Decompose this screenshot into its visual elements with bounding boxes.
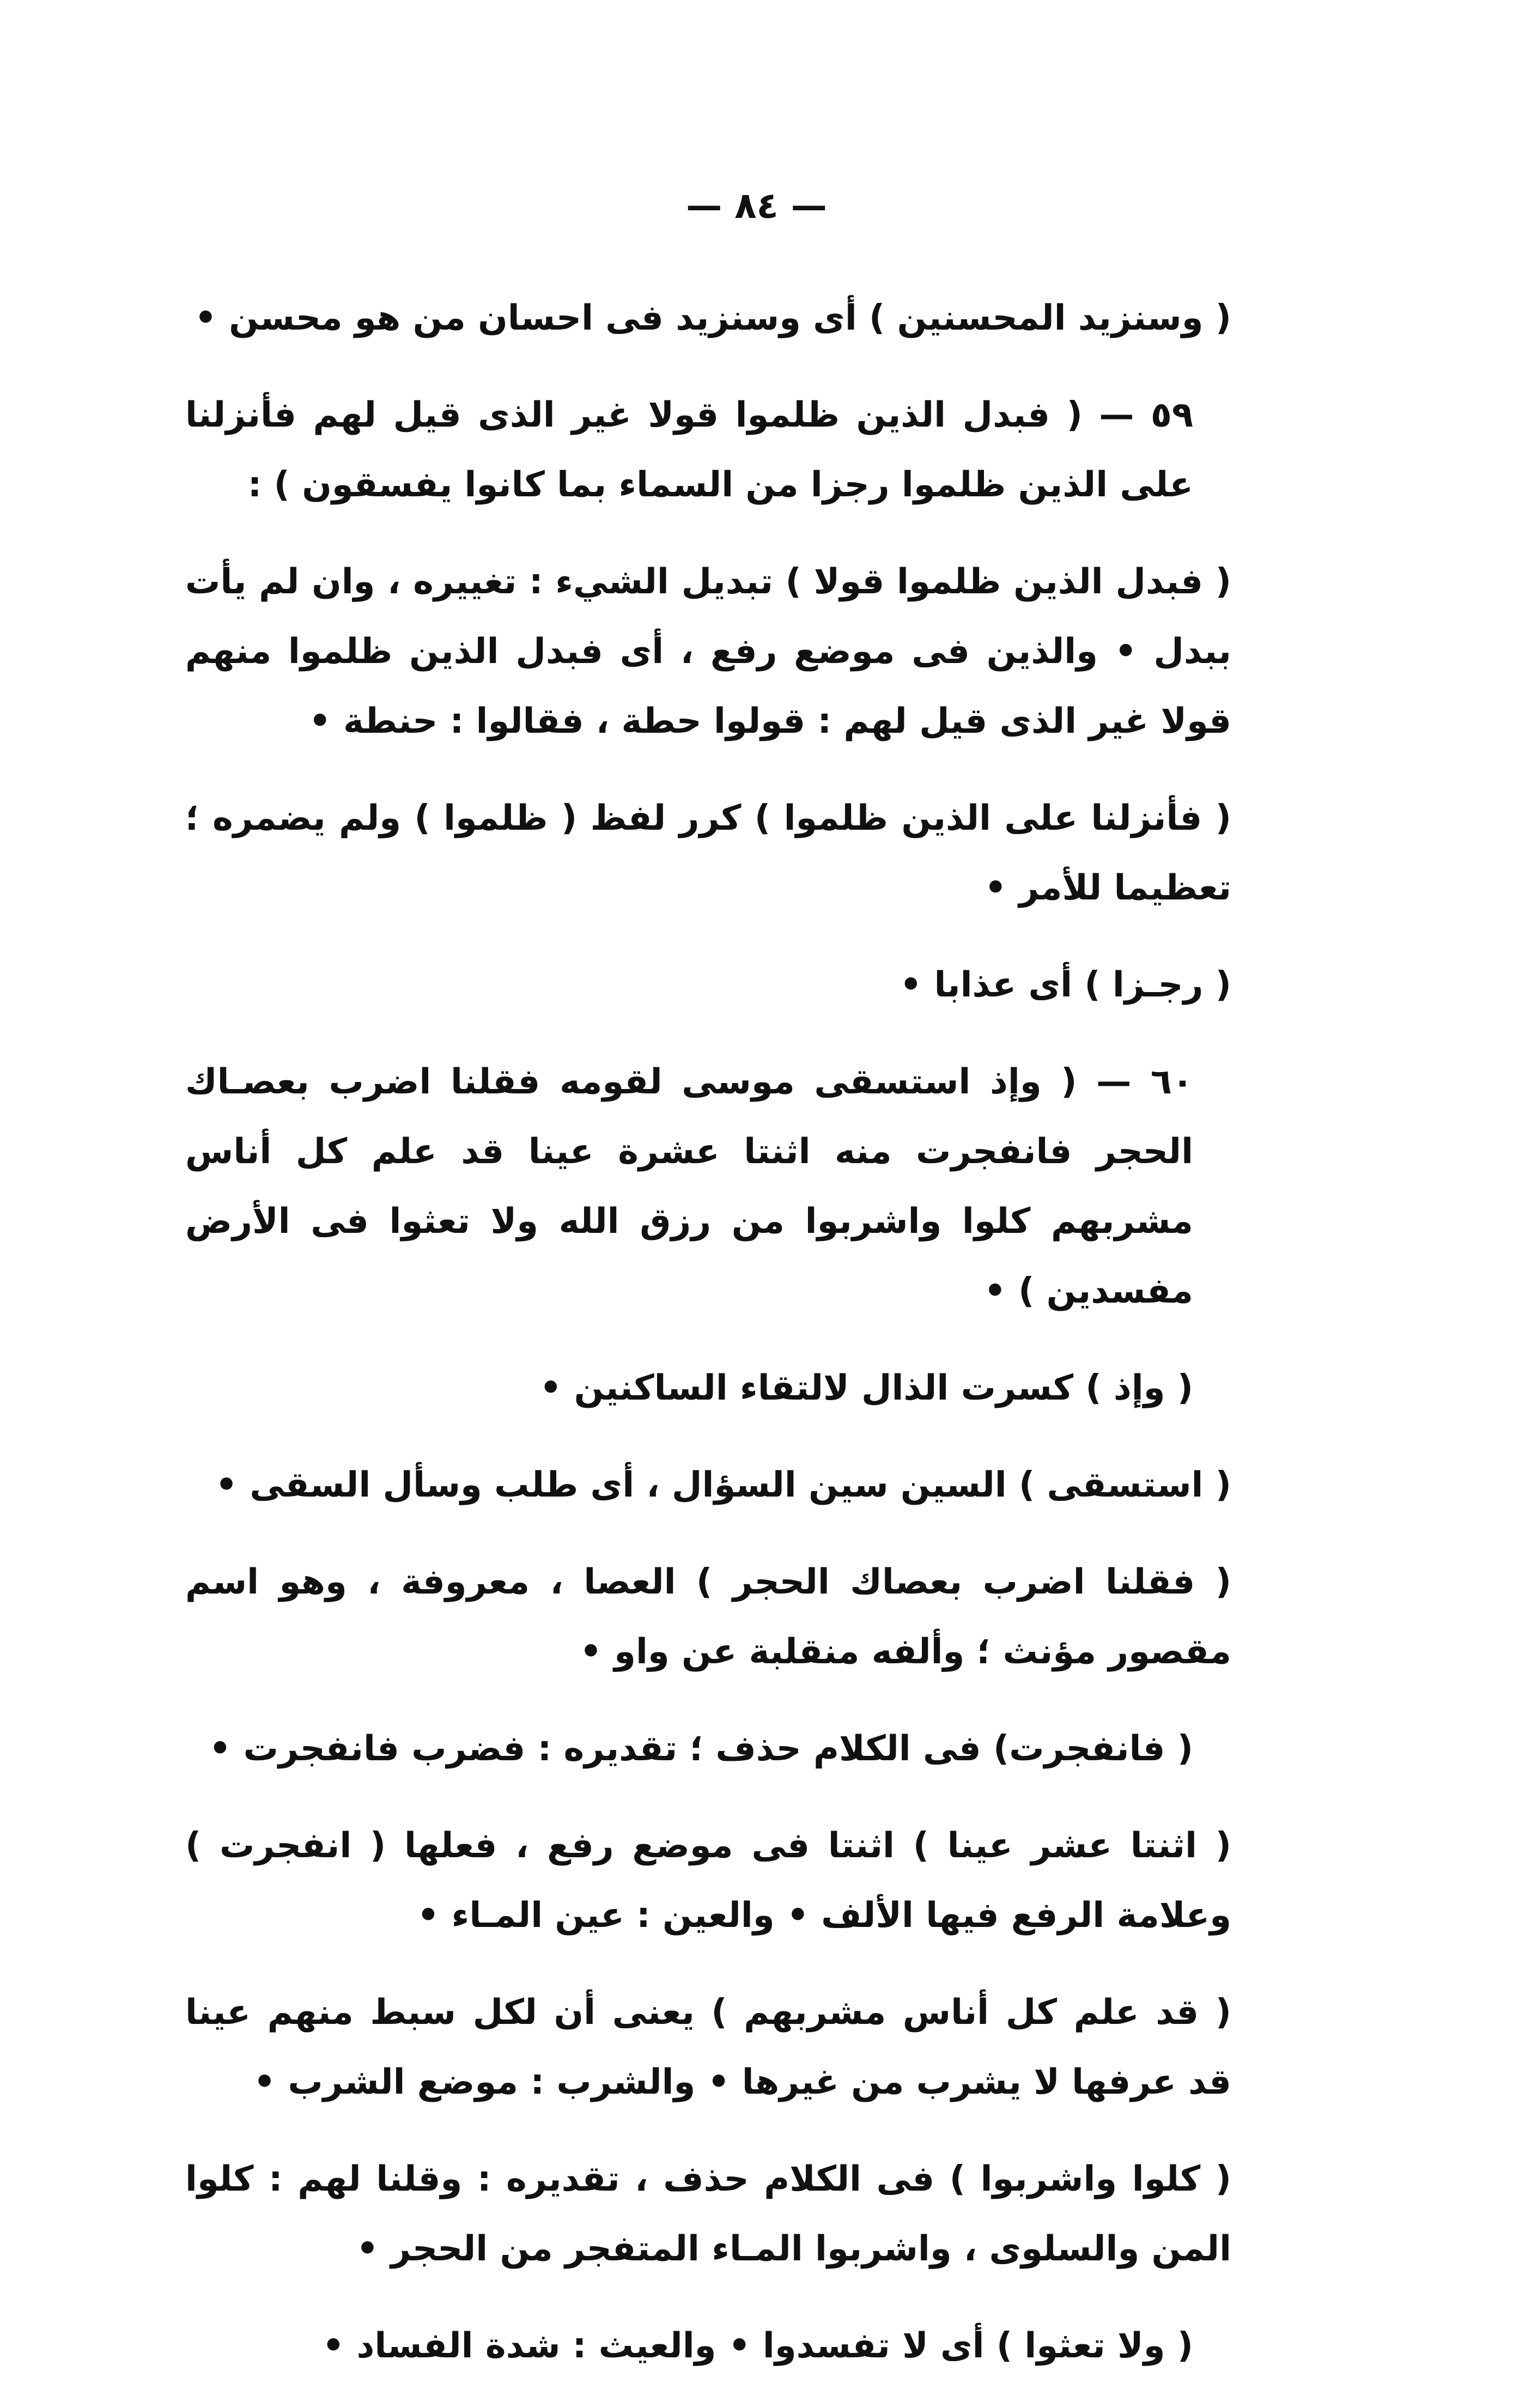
- paragraph: ( فقلنا اضرب بعصاك الحجر ) العصا ، معروفة ، وهو اسم مقصور مؤنث ؛ وألفه منقلبة عن واو •: [185, 1562, 1231, 1672]
- paragraph: ( رجـزا ) أى عذابا •: [900, 965, 1231, 1005]
- paragraph: ( استسقى ) السين سين السؤال ، أى طلب وسأل السقى •: [215, 1465, 1231, 1505]
- paragraph: ( فأنزلنا على الذين ظلموا ) كرر لفظ ( ظلموا ) ولم يضمره ؛ تعظيما للأمر •: [185, 798, 1231, 908]
- paragraph: ( فانفجرت) فى الكلام حذف ؛ تقديره : فضرب فانفجرت •: [209, 1729, 1193, 1769]
- paragraph: ( فبدل الذين ظلموا قولا ) تبديل الشيء : تغييره ، وان لم يأت ببدل • والذين فى موضع رفع ، أى فبدل الذين ظلموا منهم قولا غير الذى قيل لهم : قولوا حطة ، فقالوا : حنطة •: [185, 562, 1231, 741]
- paragraph: ( اثنتا عشر عينا ) اثنتا فى موضع رفع ، فعلها ( انفجرت ) وعلامة الرفع فيها الألف • والعين : عين المـاء •: [185, 1826, 1231, 1936]
- verse-paragraph: ٦٠ — ( وإذ استسقى موسى لقومه فقلنا اضرب بعصـاك الحجر فانفجرت منه اثنتا عشرة عينا قد علم كل أناس مشربهم كلوا واشربوا من رزق الله ولا تعثوا فى الأرض مفسدين ) •: [185, 1062, 1193, 1311]
- paragraph: ( وإذ ) كسرت الذال لالتقاء الساكنين •: [539, 1368, 1193, 1408]
- paragraph: ( وسنزيد المحسنين ) أى وسنزيد فى احسان من هو محسن •: [194, 298, 1231, 338]
- verse-paragraph: ٥٩ — ( فبدل الذين ظلموا قولا غير الذى قيل لهم فأنزلنا على الذين ظلموا رجزا من السماء بما كانوا يفسقون ) :: [185, 395, 1193, 505]
- paragraph: ( ولا تعثوا ) أى لا تفسدوا • والعيث : شدة الفساد •: [322, 2326, 1193, 2366]
- paragraph: ( كلوا واشربوا ) فى الكلام حذف ، تقديره : وقلنا لهم : كلوا المن والسلوى ، واشربوا المـاء المتفجر من الحجر •: [185, 2159, 1231, 2269]
- body-text: [185, 283, 1231, 2408]
- page-number: — ٨٤ —: [686, 185, 827, 227]
- paragraph: ( قد علم كل أناس مشربهم ) يعنى أن لكل سبط منهم عينا قد عرفها لا يشرب من غيرها • والشرب : موضع الشرب •: [185, 1992, 1231, 2102]
